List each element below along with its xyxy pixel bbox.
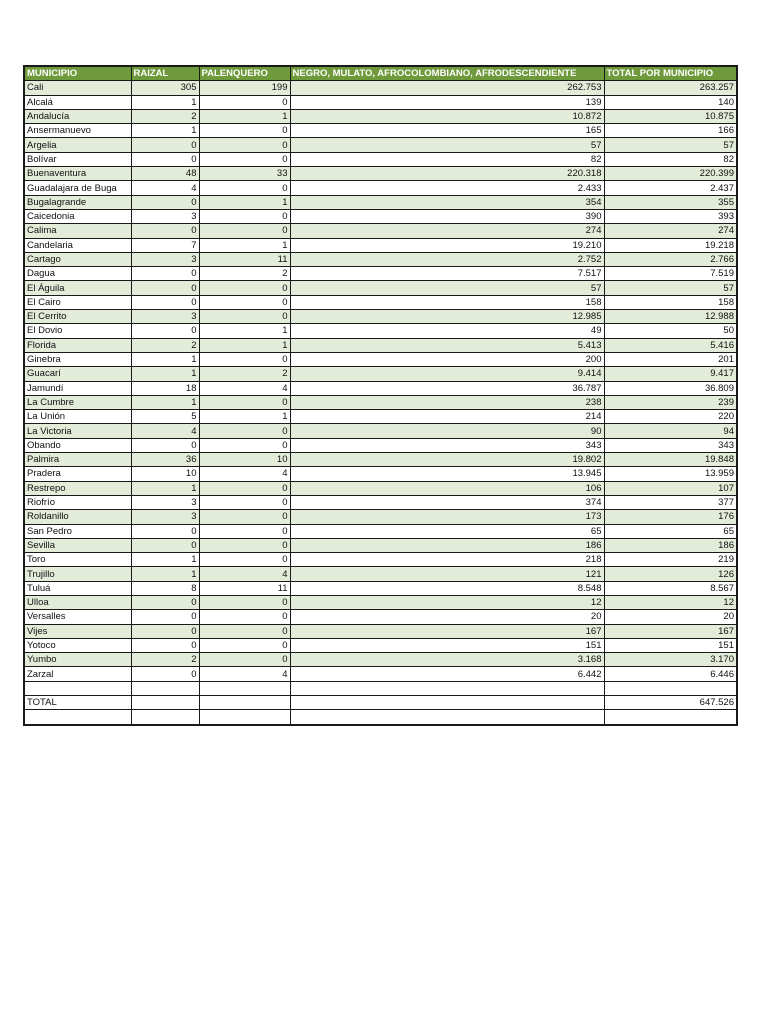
municipio-cell: Andalucía: [24, 109, 131, 123]
negro-afro-cell: 374: [290, 495, 604, 509]
raizal-cell: [131, 696, 199, 710]
table-row: [24, 595, 737, 609]
total-cell: 7.519: [604, 267, 737, 281]
table-row: [24, 267, 737, 281]
palenquero-cell: 2: [199, 267, 290, 281]
negro-afro-cell: 274: [290, 224, 604, 238]
table-row: [24, 681, 737, 695]
municipio-cell: Yotoco: [24, 638, 131, 652]
table-row: [24, 381, 737, 395]
total-cell: 151: [604, 638, 737, 652]
palenquero-cell: 0: [199, 438, 290, 452]
total-cell: 94: [604, 424, 737, 438]
table-row: [24, 653, 737, 667]
header-palenquero: PALENQUERO: [199, 66, 290, 81]
municipio-cell: Palmira: [24, 453, 131, 467]
palenquero-cell: 0: [199, 595, 290, 609]
total-cell: 12: [604, 595, 737, 609]
municipio-cell: Sevilla: [24, 538, 131, 552]
total-cell: 57: [604, 138, 737, 152]
table-row: [24, 238, 737, 252]
raizal-cell: 10: [131, 467, 199, 481]
total-cell: 3.170: [604, 653, 737, 667]
municipio-cell: Ulloa: [24, 595, 131, 609]
table-row: [24, 209, 737, 223]
raizal-cell: 4: [131, 424, 199, 438]
municipio-cell: El Cairo: [24, 295, 131, 309]
raizal-cell: 1: [131, 567, 199, 581]
palenquero-cell: 0: [199, 638, 290, 652]
municipio-cell: La Cumbre: [24, 395, 131, 409]
palenquero-cell: 4: [199, 667, 290, 681]
palenquero-cell: [199, 681, 290, 695]
palenquero-cell: 0: [199, 653, 290, 667]
total-cell: 377: [604, 495, 737, 509]
raizal-cell: 0: [131, 538, 199, 552]
municipio-cell: Cali: [24, 81, 131, 95]
raizal-cell: 0: [131, 152, 199, 166]
municipio-cell: Dagua: [24, 267, 131, 281]
negro-afro-cell: 57: [290, 281, 604, 295]
palenquero-cell: 1: [199, 195, 290, 209]
raizal-cell: 3: [131, 510, 199, 524]
raizal-cell: 3: [131, 209, 199, 223]
palenquero-cell: 1: [199, 324, 290, 338]
negro-afro-cell: 10.872: [290, 109, 604, 123]
raizal-cell: 0: [131, 595, 199, 609]
negro-afro-cell: 262.753: [290, 81, 604, 95]
municipio-cell: Guacarí: [24, 367, 131, 381]
total-cell: 65: [604, 524, 737, 538]
municipio-cell: Calima: [24, 224, 131, 238]
raizal-cell: 305: [131, 81, 199, 95]
total-cell: 126: [604, 567, 737, 581]
negro-afro-cell: 19.802: [290, 453, 604, 467]
municipio-cell: Riofrío: [24, 495, 131, 509]
total-cell: 274: [604, 224, 737, 238]
negro-afro-cell: 36.787: [290, 381, 604, 395]
palenquero-cell: 2: [199, 367, 290, 381]
municipio-cell: Toro: [24, 553, 131, 567]
table-row: [24, 710, 737, 725]
negro-afro-cell: 12.985: [290, 310, 604, 324]
raizal-cell: 48: [131, 167, 199, 181]
municipio-cell: Jamundí: [24, 381, 131, 395]
table-row: [24, 310, 737, 324]
raizal-cell: 0: [131, 610, 199, 624]
palenquero-cell: 0: [199, 224, 290, 238]
table-row: [24, 624, 737, 638]
table-row: [24, 424, 737, 438]
table-row: [24, 638, 737, 652]
total-cell: [604, 681, 737, 695]
raizal-cell: 0: [131, 438, 199, 452]
raizal-cell: 2: [131, 338, 199, 352]
table-row: [24, 538, 737, 552]
total-cell: 176: [604, 510, 737, 524]
palenquero-cell: 10: [199, 453, 290, 467]
table-row: [24, 181, 737, 195]
palenquero-cell: 0: [199, 295, 290, 309]
table-row: [24, 338, 737, 352]
palenquero-cell: [199, 710, 290, 725]
total-cell: 2.437: [604, 181, 737, 195]
municipio-cell: El Águila: [24, 281, 131, 295]
municipio-cell: Yumbo: [24, 653, 131, 667]
municipio-cell: [24, 681, 131, 695]
table-row: [24, 295, 737, 309]
negro-afro-cell: 82: [290, 152, 604, 166]
total-cell: 6.446: [604, 667, 737, 681]
raizal-cell: 36: [131, 453, 199, 467]
table-row: [24, 109, 737, 123]
total-cell: 10.875: [604, 109, 737, 123]
table-row: [24, 481, 737, 495]
palenquero-cell: 11: [199, 252, 290, 266]
header-municipio: MUNICIPIO: [24, 66, 131, 81]
municipio-cell: Obando: [24, 438, 131, 452]
raizal-cell: 0: [131, 281, 199, 295]
total-cell: 5.416: [604, 338, 737, 352]
total-cell: 355: [604, 195, 737, 209]
table-row: [24, 495, 737, 509]
raizal-cell: 5: [131, 410, 199, 424]
negro-afro-cell: 158: [290, 295, 604, 309]
municipio-cell: Tuluá: [24, 581, 131, 595]
negro-afro-cell: 3.168: [290, 653, 604, 667]
raizal-cell: 0: [131, 324, 199, 338]
negro-afro-cell: 214: [290, 410, 604, 424]
header-negro-afro: NEGRO, MULATO, AFROCOLOMBIANO, AFRODESCENDIENTE: [290, 66, 604, 81]
table-row: [24, 124, 737, 138]
raizal-cell: 3: [131, 310, 199, 324]
palenquero-cell: 0: [199, 138, 290, 152]
total-cell: [604, 710, 737, 725]
raizal-cell: 8: [131, 581, 199, 595]
raizal-cell: 3: [131, 495, 199, 509]
table-row: [24, 224, 737, 238]
total-cell: 167: [604, 624, 737, 638]
negro-afro-cell: 13.945: [290, 467, 604, 481]
total-cell: 219: [604, 553, 737, 567]
raizal-cell: 1: [131, 352, 199, 366]
municipio-cell: Pradera: [24, 467, 131, 481]
municipio-cell: Ansermanuevo: [24, 124, 131, 138]
table-row: [24, 167, 737, 181]
palenquero-cell: 4: [199, 381, 290, 395]
raizal-cell: 1: [131, 124, 199, 138]
table-row: [24, 81, 737, 95]
total-cell: 57: [604, 281, 737, 295]
palenquero-cell: 4: [199, 467, 290, 481]
table-row: [24, 410, 737, 424]
table-row: [24, 195, 737, 209]
negro-afro-cell: 8.548: [290, 581, 604, 595]
total-cell: 19.848: [604, 453, 737, 467]
total-cell: 220: [604, 410, 737, 424]
total-cell: 13.959: [604, 467, 737, 481]
raizal-cell: [131, 710, 199, 725]
negro-afro-cell: 220.318: [290, 167, 604, 181]
municipio-cell: Trujillo: [24, 567, 131, 581]
municipio-cell: Guadalajara de Buga: [24, 181, 131, 195]
raizal-cell: 1: [131, 95, 199, 109]
raizal-cell: [131, 681, 199, 695]
raizal-cell: 0: [131, 138, 199, 152]
negro-afro-cell: 106: [290, 481, 604, 495]
header-raizal: RAIZAL: [131, 66, 199, 81]
negro-afro-cell: 218: [290, 553, 604, 567]
total-cell: 343: [604, 438, 737, 452]
raizal-cell: 0: [131, 267, 199, 281]
table-row: [24, 553, 737, 567]
municipio-cell: Cartago: [24, 252, 131, 266]
table-row: [24, 367, 737, 381]
total-cell: 36.809: [604, 381, 737, 395]
negro-afro-cell: 9.414: [290, 367, 604, 381]
municipio-cell: Restrepo: [24, 481, 131, 495]
total-cell: 2.766: [604, 252, 737, 266]
table-row: [24, 467, 737, 481]
total-cell: 12.988: [604, 310, 737, 324]
negro-afro-cell: 139: [290, 95, 604, 109]
palenquero-cell: 11: [199, 581, 290, 595]
raizal-cell: 0: [131, 524, 199, 538]
negro-afro-cell: 186: [290, 538, 604, 552]
table-row: [24, 395, 737, 409]
raizal-cell: 1: [131, 553, 199, 567]
negro-afro-cell: 390: [290, 209, 604, 223]
negro-afro-cell: [290, 681, 604, 695]
palenquero-cell: 199: [199, 81, 290, 95]
palenquero-cell: 0: [199, 124, 290, 138]
palenquero-cell: 0: [199, 281, 290, 295]
raizal-cell: 0: [131, 295, 199, 309]
total-cell: 239: [604, 395, 737, 409]
raizal-cell: 18: [131, 381, 199, 395]
total-cell: 8.567: [604, 581, 737, 595]
palenquero-cell: 1: [199, 238, 290, 252]
palenquero-cell: 0: [199, 424, 290, 438]
table-row: [24, 252, 737, 266]
palenquero-cell: 0: [199, 495, 290, 509]
municipio-cell: San Pedro: [24, 524, 131, 538]
palenquero-cell: 1: [199, 410, 290, 424]
raizal-cell: 7: [131, 238, 199, 252]
total-cell: 82: [604, 152, 737, 166]
palenquero-cell: 0: [199, 352, 290, 366]
negro-afro-cell: 343: [290, 438, 604, 452]
municipio-cell: Argelia: [24, 138, 131, 152]
raizal-cell: 0: [131, 667, 199, 681]
total-cell: 201: [604, 352, 737, 366]
table-row: [24, 524, 737, 538]
total-cell: 20: [604, 610, 737, 624]
negro-afro-cell: 90: [290, 424, 604, 438]
palenquero-cell: 4: [199, 567, 290, 581]
negro-afro-cell: 151: [290, 638, 604, 652]
header-total-municipio: TOTAL POR MUNICIPIO: [604, 66, 737, 81]
negro-afro-cell: 7.517: [290, 267, 604, 281]
negro-afro-cell: 20: [290, 610, 604, 624]
total-cell: 220.399: [604, 167, 737, 181]
municipio-cell: La Victoria: [24, 424, 131, 438]
raizal-cell: 0: [131, 224, 199, 238]
negro-afro-cell: 354: [290, 195, 604, 209]
palenquero-cell: 0: [199, 95, 290, 109]
table-row: [24, 152, 737, 166]
total-cell: 19.218: [604, 238, 737, 252]
municipio-cell: El Cerrito: [24, 310, 131, 324]
raizal-cell: 0: [131, 638, 199, 652]
table-row: [24, 281, 737, 295]
palenquero-cell: 1: [199, 338, 290, 352]
palenquero-cell: 0: [199, 209, 290, 223]
raizal-cell: 1: [131, 367, 199, 381]
municipio-cell: Bugalagrande: [24, 195, 131, 209]
municipio-cell: Florida: [24, 338, 131, 352]
header-row: [24, 66, 737, 81]
palenquero-cell: 0: [199, 395, 290, 409]
municipio-cell: Candelaria: [24, 238, 131, 252]
table-row: [24, 438, 737, 452]
total-cell: 186: [604, 538, 737, 552]
palenquero-cell: 0: [199, 310, 290, 324]
municipio-cell: [24, 710, 131, 725]
palenquero-cell: 0: [199, 524, 290, 538]
table-row: [24, 610, 737, 624]
table-row: [24, 453, 737, 467]
negro-afro-cell: 49: [290, 324, 604, 338]
negro-afro-cell: 173: [290, 510, 604, 524]
table-row: [24, 324, 737, 338]
table-row: [24, 138, 737, 152]
palenquero-cell: 0: [199, 152, 290, 166]
table-row: [24, 581, 737, 595]
negro-afro-cell: 12: [290, 595, 604, 609]
table-row: [24, 567, 737, 581]
palenquero-cell: 0: [199, 553, 290, 567]
table-row: [24, 510, 737, 524]
palenquero-cell: 0: [199, 181, 290, 195]
negro-afro-cell: [290, 710, 604, 725]
negro-afro-cell: 19.210: [290, 238, 604, 252]
total-cell: 107: [604, 481, 737, 495]
palenquero-cell: 1: [199, 109, 290, 123]
negro-afro-cell: 57: [290, 138, 604, 152]
raizal-cell: 3: [131, 252, 199, 266]
municipio-cell: La Unión: [24, 410, 131, 424]
municipio-cell: Alcalá: [24, 95, 131, 109]
total-cell: 263.257: [604, 81, 737, 95]
municipio-cell: Caicedonia: [24, 209, 131, 223]
negro-afro-cell: 200: [290, 352, 604, 366]
negro-afro-cell: 238: [290, 395, 604, 409]
total-cell: 9.417: [604, 367, 737, 381]
total-cell: 166: [604, 124, 737, 138]
negro-afro-cell: 5.413: [290, 338, 604, 352]
palenquero-cell: 0: [199, 624, 290, 638]
raizal-cell: 0: [131, 624, 199, 638]
raizal-cell: 2: [131, 109, 199, 123]
total-cell: 140: [604, 95, 737, 109]
municipio-cell: TOTAL: [24, 696, 131, 710]
negro-afro-cell: [290, 696, 604, 710]
total-cell: 158: [604, 295, 737, 309]
total-cell: 50: [604, 324, 737, 338]
palenquero-cell: 0: [199, 538, 290, 552]
municipio-cell: Ginebra: [24, 352, 131, 366]
palenquero-cell: 0: [199, 610, 290, 624]
raizal-cell: 2: [131, 653, 199, 667]
table-body: [24, 81, 737, 725]
negro-afro-cell: 2.433: [290, 181, 604, 195]
table-row: [24, 696, 737, 710]
table-row: [24, 667, 737, 681]
municipio-cell: Bolívar: [24, 152, 131, 166]
municipio-cell: Roldanillo: [24, 510, 131, 524]
negro-afro-cell: 2.752: [290, 252, 604, 266]
palenquero-cell: 33: [199, 167, 290, 181]
municipio-cell: Vijes: [24, 624, 131, 638]
municipio-cell: El Dovio: [24, 324, 131, 338]
negro-afro-cell: 65: [290, 524, 604, 538]
municipio-cell: Zarzal: [24, 667, 131, 681]
table-header: [24, 66, 737, 81]
raizal-cell: 1: [131, 395, 199, 409]
raizal-cell: 1: [131, 481, 199, 495]
palenquero-cell: 0: [199, 510, 290, 524]
palenquero-cell: [199, 696, 290, 710]
municipio-cell: Versalles: [24, 610, 131, 624]
raizal-cell: 0: [131, 195, 199, 209]
palenquero-cell: 0: [199, 481, 290, 495]
table-row: [24, 352, 737, 366]
raizal-cell: 4: [131, 181, 199, 195]
negro-afro-cell: 167: [290, 624, 604, 638]
municipality-table: [23, 65, 738, 726]
total-cell: 393: [604, 209, 737, 223]
table-row: [24, 95, 737, 109]
negro-afro-cell: 6.442: [290, 667, 604, 681]
negro-afro-cell: 165: [290, 124, 604, 138]
negro-afro-cell: 121: [290, 567, 604, 581]
total-cell: 647.526: [604, 696, 737, 710]
municipio-cell: Buenaventura: [24, 167, 131, 181]
